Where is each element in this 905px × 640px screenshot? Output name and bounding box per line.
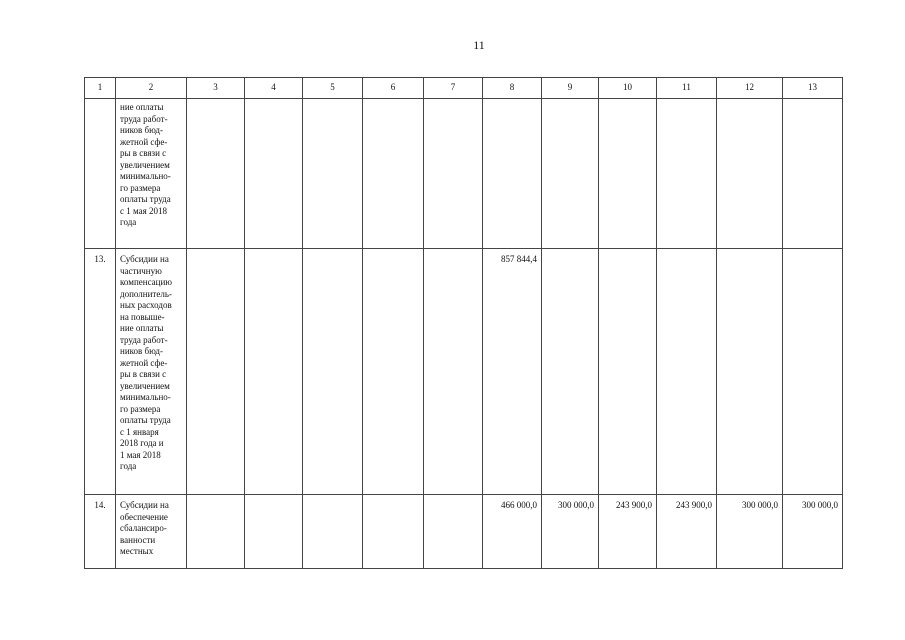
row-name-line: ры в связи с	[120, 148, 167, 158]
table-cell	[424, 495, 483, 569]
row-name-line: сбалансиро-	[120, 523, 167, 533]
row-name-line: ние оплаты	[120, 323, 164, 333]
row-name	[116, 99, 187, 249]
table-cell	[303, 249, 363, 495]
column-header: 8	[483, 78, 542, 99]
row-name-line: Субсидии на	[120, 254, 169, 264]
row-name-line: ние оплаты	[120, 102, 164, 112]
row-name-line: года	[120, 217, 137, 227]
table-cell	[483, 99, 542, 249]
row-name-line: дополнитель-	[120, 288, 172, 299]
row-name-line: оплаты труда	[120, 194, 171, 204]
column-header: 4	[245, 78, 303, 99]
table-cell	[599, 99, 657, 249]
table-cell	[303, 495, 363, 569]
row-name-line: года	[120, 461, 137, 471]
row-name-line: го размера	[120, 182, 161, 193]
row-name-line: минимально-	[120, 171, 171, 181]
row-name-line: труда работ-	[120, 334, 168, 345]
row-number: 14.	[85, 495, 116, 569]
table-cell: 857 844,4	[483, 249, 542, 495]
table-cell: 243 900,0	[599, 495, 657, 569]
table-cell	[783, 99, 843, 249]
column-header: 12	[717, 78, 783, 99]
table-cell: 243 900,0	[657, 495, 717, 569]
table-cell	[424, 99, 483, 249]
table-cell: 300 000,0	[717, 495, 783, 569]
table-cell: 466 000,0	[483, 495, 542, 569]
row-name-line: жетной сфе-	[120, 357, 168, 368]
row-name-line: 1 мая 2018	[120, 449, 161, 460]
column-header: 1	[85, 78, 116, 99]
row-name-line: Субсидии на	[120, 500, 169, 510]
table-cell	[542, 99, 599, 249]
column-header: 5	[303, 78, 363, 99]
row-name-line: ных расходов	[120, 300, 172, 310]
column-header: 6	[363, 78, 424, 99]
row-name-line: обеспечение	[120, 511, 168, 522]
table-cell	[424, 249, 483, 495]
page-number: 11	[473, 38, 485, 52]
column-header: 9	[542, 78, 599, 99]
row-name-line: местных	[120, 546, 154, 556]
row-name-line: увеличением	[120, 159, 170, 170]
row-name-line: компенсацию	[120, 277, 173, 287]
column-header: 13	[783, 78, 843, 99]
row-name-line: увеличением	[120, 380, 170, 391]
table-cell	[187, 495, 245, 569]
table-cell	[599, 249, 657, 495]
column-header: 2	[116, 78, 187, 99]
row-name-line: ры в связи с	[120, 369, 167, 379]
table-cell	[187, 249, 245, 495]
row-name-line: с 1 мая 2018	[120, 205, 168, 216]
row-name-line: частичную	[120, 265, 162, 276]
table-cell	[245, 99, 303, 249]
table-cell	[657, 99, 717, 249]
table-cell	[245, 495, 303, 569]
row-name-line: ванности	[120, 534, 156, 545]
table-header-row	[85, 78, 843, 99]
table-cell: 300 000,0	[783, 495, 843, 569]
table-cell: 300 000,0	[542, 495, 599, 569]
row-name-line: го размера	[120, 403, 161, 414]
table-cell	[363, 249, 424, 495]
budget-table	[84, 77, 843, 569]
row-name-line: ников бюд-	[120, 346, 163, 356]
table-cell	[783, 249, 843, 495]
row-name-line: с 1 января	[120, 426, 159, 437]
table-cell	[542, 249, 599, 495]
row-name-line: минимально-	[120, 392, 171, 402]
row-name-line: труда работ-	[120, 113, 168, 124]
table-cell	[245, 249, 303, 495]
table-cell	[717, 99, 783, 249]
row-name-line: 2018 года и	[120, 438, 164, 448]
table-cell	[657, 249, 717, 495]
row-name-line: оплаты труда	[120, 415, 171, 425]
table-cell	[363, 99, 424, 249]
table-row	[85, 249, 843, 495]
table-cell	[303, 99, 363, 249]
table-cell	[717, 249, 783, 495]
row-number	[85, 99, 116, 249]
column-header: 10	[599, 78, 657, 99]
table-row	[85, 99, 843, 249]
row-number: 13.	[85, 249, 116, 495]
table-cell	[187, 99, 245, 249]
table-row	[85, 495, 843, 569]
row-name-line: ников бюд-	[120, 125, 163, 135]
row-name	[116, 495, 187, 569]
column-header: 11	[657, 78, 717, 99]
row-name	[116, 249, 187, 495]
row-name-line: на повыше-	[120, 311, 165, 322]
column-header: 7	[424, 78, 483, 99]
table-cell	[363, 495, 424, 569]
row-name-line: жетной сфе-	[120, 136, 168, 147]
column-header: 3	[187, 78, 245, 99]
